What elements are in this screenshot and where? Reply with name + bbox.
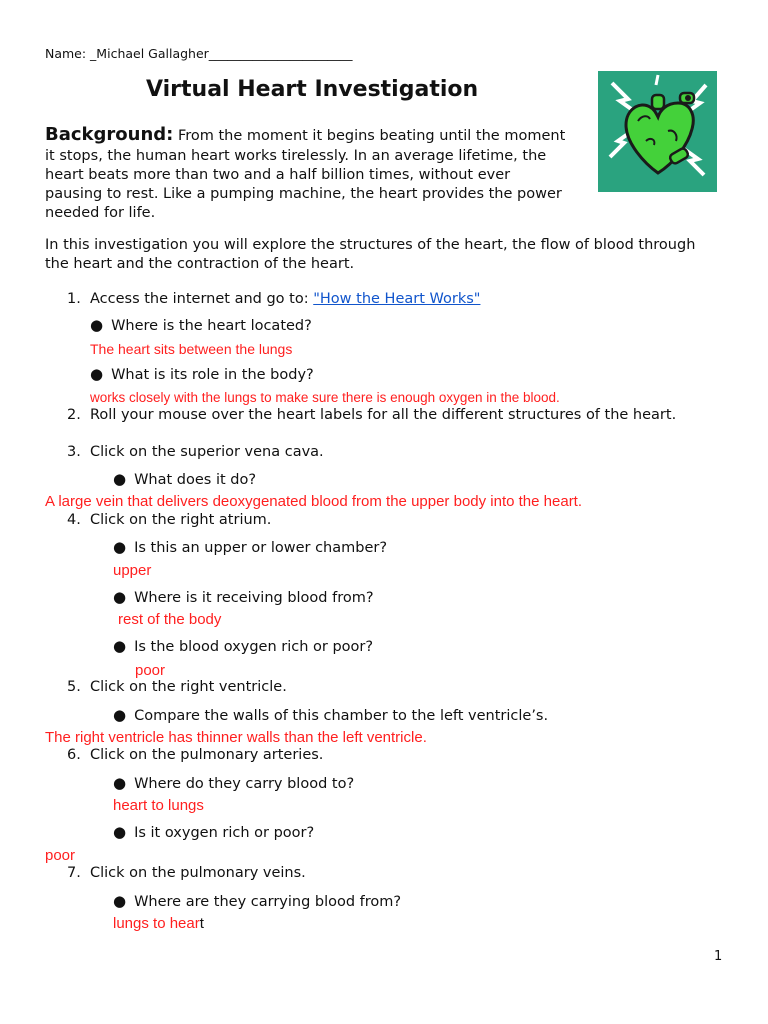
step-number: 4.	[67, 512, 81, 528]
bullet-icon: ●	[113, 706, 127, 724]
question-heart-role	[90, 365, 314, 385]
answer-ra-source: rest of the body	[118, 611, 222, 628]
question-text: Is the blood oxygen rich or poor?	[134, 639, 374, 655]
question-text: Where do they carry blood to?	[134, 776, 355, 792]
step-number: 6.	[67, 747, 81, 763]
step-text: Access the internet and go to:	[90, 291, 314, 307]
step-text: Click on the right atrium.	[90, 512, 272, 528]
step-7	[67, 864, 306, 883]
background-text-5: needed for life.	[45, 205, 156, 221]
answer-rv-walls: The right ventricle has thinner walls than the left ventricle.	[45, 729, 427, 746]
question-text: Where is the heart located?	[111, 318, 312, 334]
step-6	[67, 746, 323, 765]
answer-text-red: lungs to hear	[113, 915, 200, 932]
bullet-icon: ●	[113, 538, 127, 556]
step-4	[67, 511, 271, 530]
bullet-icon: ●	[113, 588, 127, 606]
background-text-1: From the moment it begins beating until the moment	[173, 128, 566, 144]
question-text: Is this an upper or lower chamber?	[134, 540, 388, 556]
intro-text-2: the heart and the contraction of the heart.	[45, 256, 355, 272]
step-text: Click on the right ventricle.	[90, 679, 287, 695]
name-line: Name: _Michael Gallagher_______________________	[45, 46, 353, 61]
background-paragraph	[45, 124, 565, 223]
background-heading: Background:	[45, 124, 174, 145]
bullet-icon: ●	[90, 316, 104, 334]
background-text-2: it stops, the human heart works tirelessly. In an average lifetime, the	[45, 148, 547, 164]
step-5	[67, 678, 287, 697]
step-text: Click on the pulmonary arteries.	[90, 747, 324, 763]
answer-svc-function: A large vein that delivers deoxygenated blood from the upper body into the heart.	[45, 493, 583, 510]
background-text-4: pausing to rest. Like a pumping machine, the heart provides the power	[45, 186, 562, 202]
question-text: Compare the walls of this chamber to the left ventricle’s.	[134, 708, 549, 724]
step-text: Click on the pulmonary veins.	[90, 865, 306, 881]
step-number: 3.	[67, 444, 81, 460]
how-the-heart-works-link[interactable]: "How the Heart Works"	[313, 291, 481, 307]
question-text: What does it do?	[134, 472, 257, 488]
question-svc-function	[113, 470, 256, 490]
answer-pv-source	[113, 914, 204, 933]
page-number: 1	[714, 949, 723, 964]
question-text: Where is it receiving blood from?	[134, 590, 374, 606]
bullet-icon: ●	[113, 774, 127, 792]
question-text: What is its role in the body?	[111, 367, 314, 383]
step-text: Click on the superior vena cava.	[90, 444, 324, 460]
answer-heart-role: works closely with the lungs to make sure there is enough oxygen in the blood.	[90, 390, 560, 405]
question-ra-chamber	[113, 538, 387, 558]
bullet-icon: ●	[113, 637, 127, 655]
step-number: 2.	[67, 407, 81, 423]
background-text-3: heart beats more than two and a half billion times, without ever	[45, 167, 511, 183]
bullet-icon: ●	[113, 892, 127, 910]
bullet-icon: ●	[113, 823, 127, 841]
answer-heart-location: The heart sits between the lungs	[90, 341, 293, 357]
step-2	[67, 406, 676, 425]
step-3	[67, 443, 324, 462]
question-pv-source	[113, 892, 401, 912]
cartoon-heart-icon	[598, 71, 717, 192]
step-text: Roll your mouse over the heart labels for all the different structures of the heart.	[90, 407, 677, 423]
step-number: 7.	[67, 865, 81, 881]
question-text: Where are they carrying blood from?	[134, 894, 402, 910]
question-ra-source	[113, 588, 374, 608]
heart-illustration	[598, 71, 717, 192]
question-pa-oxygen	[113, 823, 314, 843]
question-heart-location	[90, 316, 312, 336]
step-number: 5.	[67, 679, 81, 695]
question-pa-destination	[113, 774, 354, 794]
intro-text-1: In this investigation you will explore the structures of the heart, the flow of blood through	[45, 237, 696, 253]
page-title: Virtual Heart Investigation	[146, 77, 479, 102]
step-1	[67, 290, 480, 309]
question-ra-oxygen	[113, 637, 373, 657]
answer-ra-oxygen: poor	[135, 662, 166, 679]
step-number: 1.	[67, 291, 81, 307]
question-text: Is it oxygen rich or poor?	[134, 825, 315, 841]
bullet-icon: ●	[113, 470, 127, 488]
question-rv-walls	[113, 706, 548, 726]
answer-ra-chamber: upper	[113, 562, 152, 579]
answer-pa-destination: heart to lungs	[113, 797, 204, 814]
answer-text-black: t	[199, 915, 204, 932]
answer-pa-oxygen: poor	[45, 847, 76, 864]
bullet-icon: ●	[90, 365, 104, 383]
